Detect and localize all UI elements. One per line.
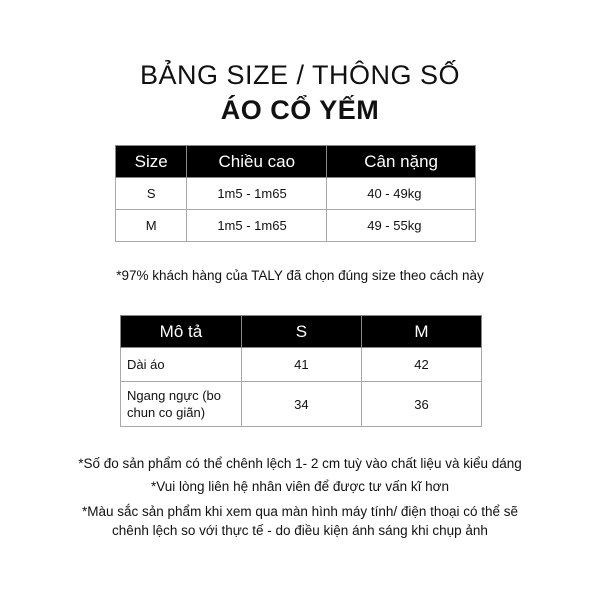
header-size-s: S	[241, 316, 361, 348]
measurement-variance-note: *Số đo sản phẩm có thể chênh lệch 1- 2 cm tuỳ vào chất liệu và kiểu dáng	[78, 456, 522, 471]
table-row	[116, 210, 476, 242]
table-row	[116, 178, 476, 210]
cell-value-s: 41	[241, 348, 361, 382]
page-title: BẢNG SIZE / THÔNG SỐ	[139, 60, 461, 90]
header-description: Mô tả	[121, 316, 242, 348]
cell-size: M	[116, 210, 187, 242]
cell-value-m: 36	[361, 382, 481, 427]
cell-height: 1m5 - 1m65	[187, 178, 327, 210]
table-row	[121, 348, 482, 382]
cell-value-m: 42	[361, 348, 481, 382]
header-size-m: M	[361, 316, 481, 348]
cell-weight: 49 - 55kg	[327, 210, 476, 242]
header-weight: Cân nặng	[327, 146, 476, 178]
measurement-table-header	[121, 316, 482, 348]
color-note	[0, 502, 600, 540]
measurement-table	[120, 315, 482, 427]
cell-description: Ngang ngực (bo chun co giãn)	[121, 382, 242, 427]
cell-size: S	[116, 178, 187, 210]
cell-height: 1m5 - 1m65	[187, 210, 327, 242]
size-table	[115, 145, 476, 242]
color-note-line1: *Màu sắc sản phẩm khi xem qua màn hình máy tính/ điện thoại có thể sẽ	[82, 504, 518, 519]
color-note-line2: chênh lệch so với thực tế - do điều kiện ánh sáng khi chụp ảnh	[112, 523, 488, 538]
cell-description: Dài áo	[121, 348, 242, 382]
header-size: Size	[116, 146, 187, 178]
taly-note: *97% khách hàng của TALY đã chọn đúng size theo cách này	[116, 268, 484, 283]
cell-weight: 40 - 49kg	[327, 178, 476, 210]
header-height: Chiều cao	[187, 146, 327, 178]
size-table-header	[116, 146, 476, 178]
product-title: ÁO CỔ YẾM	[220, 95, 380, 125]
table-row	[121, 382, 482, 427]
contact-note: *Vui lòng liên hệ nhân viên để được tư vấn kĩ hơn	[151, 479, 449, 494]
cell-value-s: 34	[241, 382, 361, 427]
